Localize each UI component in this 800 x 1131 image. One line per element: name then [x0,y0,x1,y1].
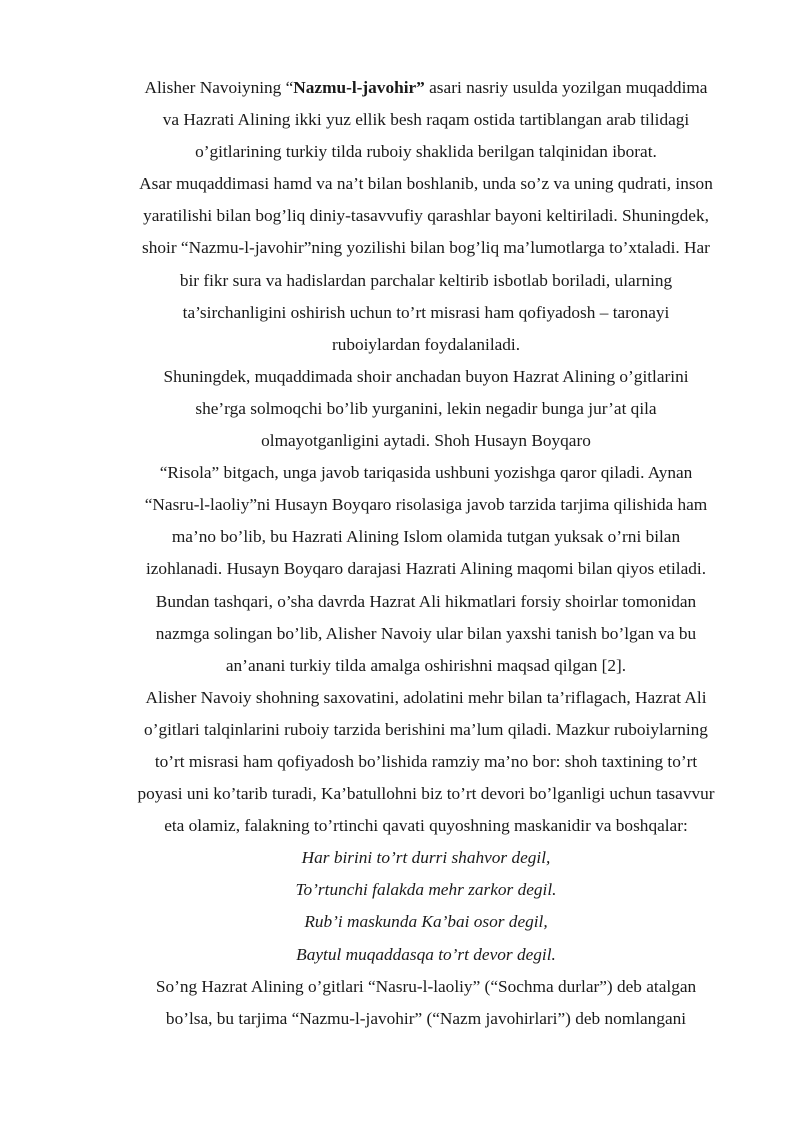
text-line: nazmga solingan bo’lib, Alisher Navoiy ular bilan yaxshi tanish bo’lgan va bu [155,623,697,643]
text-span: Alisher Navoiyning “ [144,78,294,97]
text-line: Shuningdek, muqaddimada shoir anchadan buyon Hazrat Alining o’gitlarini [163,366,689,386]
text-line: “Risola” bitgach, unga javob tariqasida ushbuni yozishga qaror qiladi. Aynan [159,463,693,483]
text-line: olmayotganligini aytadi. Shoh Husayn Boyqaro [261,431,591,451]
text-line: va Hazrati Alining ikki yuz ellik besh raqam ostida tartiblangan arab tilidagi [162,110,690,130]
text-line: o’gitlari talqinlarini ruboiy tarzida berishini ma’lum qiladi. Mazkur ruboiylarning [144,719,708,739]
text-line: izohlanadi. Husayn Boyqaro darajasi Hazrati Alining maqomi bilan qiyos etiladi. [145,559,707,579]
text-line: eta olamiz, falakning to’rtinchi qavati quyoshning maskanidir va boshqalar: [164,816,688,836]
paragraph-intro [105,72,747,168]
text-line: poyasi uni ko’tarib turadi, Ka’batullohni biz to’rt devori bo’lganligi uchun tasavvur [137,784,715,804]
text-line: ruboiylardan foydalaniladi. [331,334,521,354]
verse-line: To’rtunchi falakda mehr zarkor degil. [295,880,557,900]
verse-line: Baytul muqaddasqa to’rt devor degil. [296,944,556,964]
verse-quatrain [105,842,747,970]
text-line: “Nasru-l-laoliy”ni Husayn Boyqaro risolasiga javob tarzida tarjima qilishida ham [144,495,708,515]
document-page [105,72,747,1035]
verse-line: Rub’i maskunda Ka’bai osor degil, [304,912,548,932]
text-line [105,72,747,104]
text-line: Asar muqaddimasi hamd va na’t bilan boshlanib, unda so’z va uning qudrati, inson [139,174,713,194]
text-span: asari nasriy usulda yozilgan muqaddima [424,78,708,97]
text-line: o’gitlarining turkiy tilda ruboiy shaklida berilgan talqinidan iborat. [195,142,657,162]
text-line: So’ng Hazrat Alining o’gitlari “Nasru-l-laoliy” (“Sochma durlar”) deb atalgan [155,976,697,996]
paragraph-motivation [105,361,747,682]
verse-line: Har birini to’rt durri shahvor degil, [301,848,551,868]
text-line: yaratilishi bilan bog’liq diniy-tasavvufiy qarashlar bayoni keltiriladi. Shuningdek, [143,206,709,226]
text-line: bir fikr sura va hadislardan parchalar keltirib isbotlab boriladi, ularning [179,270,673,290]
text-line: she’rga solmoqchi bo’lib yurganini, lekin negadir bunga jur’at qila [195,398,657,418]
paragraph-preface [105,168,747,361]
text-line: ta’sirchanligini oshirish uchun to’rt misrasi ham qofiyadosh – taronayi [182,302,670,322]
text-line: ma’no bo’lib, bu Hazrati Alining Islom olamida tutgan yuksak o’rni bilan [171,527,681,547]
work-title-bold: Nazmu-l-javohir” [293,78,425,97]
paragraph-symbolism [105,682,747,842]
paragraph-closing [105,971,747,1035]
text-line: bo’lsa, bu tarjima “Nazmu-l-javohir” (“Nazm javohirlari”) deb nomlangani [165,1008,687,1028]
text-line: Bundan tashqari, o’sha davrda Hazrat Ali hikmatlari forsiy shoirlar tomonidan [155,591,697,611]
text-line: to’rt misrasi ham qofiyadosh bo’lishida ramziy ma’no bor: shoh taxtining to’rt [154,751,698,771]
text-line: shoir “Nazmu-l-javohir”ning yozilishi bilan bog’liq ma’lumotlarga to’xtaladi. Har [142,238,710,258]
text-line: Alisher Navoiy shohning saxovatini, adolatini mehr bilan ta’riflagach, Hazrat Ali [145,687,707,707]
text-line: an’anani turkiy tilda amalga oshirishni maqsad qilgan [2]. [225,655,627,675]
